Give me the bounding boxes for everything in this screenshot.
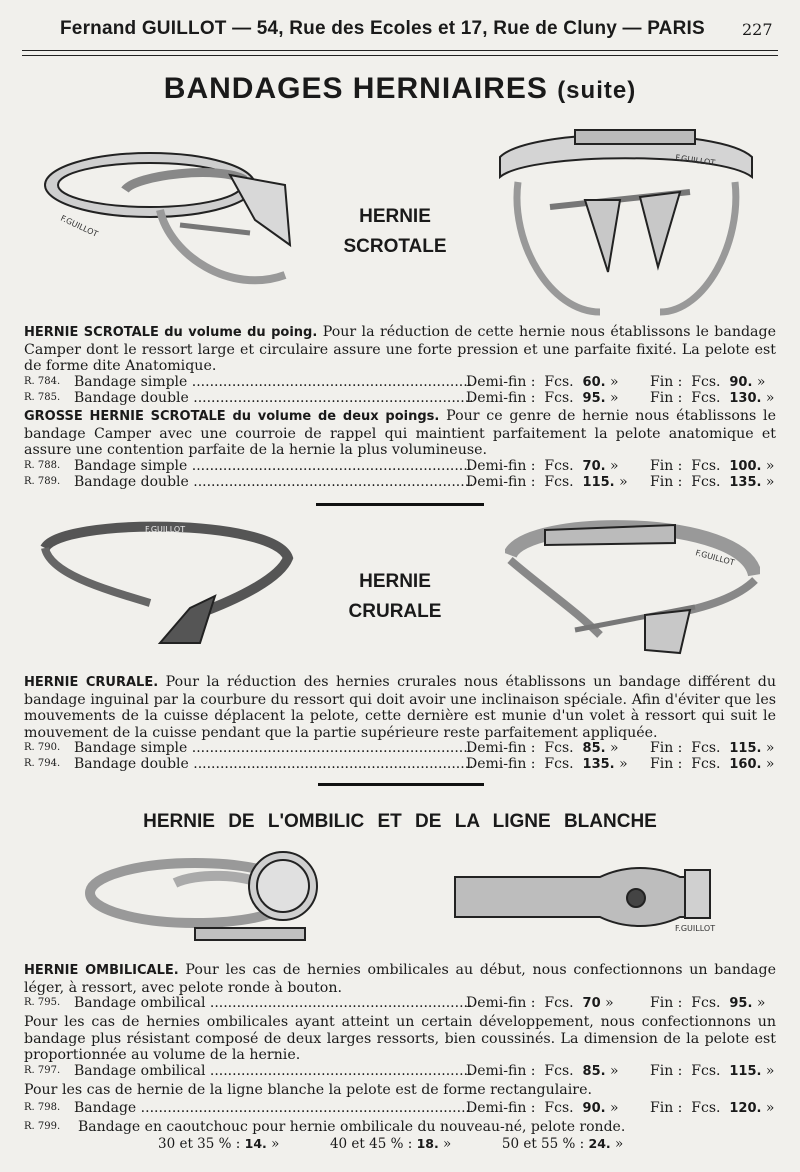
para-text: Pour les cas de hernie de la ligne blanche la pelote est de forme rectangulaire. bbox=[24, 1082, 592, 1098]
price-value: 85. bbox=[582, 741, 606, 756]
price-row bbox=[24, 458, 780, 475]
para-text: Pour la réduction des hernies crurales nous établissons un bandage différent du bandage inguinal par la courbure du ressort qui doit avoir une inclinaison spéciale. Afin d'éviter que les mouvements de la cuisse déplacent la pelote, cette dernière est munie d'un volet à ressort qui suit le mouvement de la cuisse pendant que la partie supérieure reste parfaitement appliquée. bbox=[24, 674, 776, 741]
price-value: 95. bbox=[582, 391, 606, 406]
linea-alba-truss-illustration bbox=[450, 865, 730, 935]
demi-label: Demi-fin : bbox=[466, 756, 536, 772]
demi-label: Demi-fin : bbox=[466, 474, 536, 490]
price-value: 135. bbox=[582, 757, 615, 772]
currency: Fcs. bbox=[691, 458, 721, 474]
fin-label: Fin : bbox=[650, 458, 683, 474]
fin-price bbox=[650, 740, 775, 756]
ref-number: R. 785. bbox=[24, 392, 61, 403]
price-suffix: » bbox=[610, 374, 619, 390]
item-name: Bandage ombilical ..... bbox=[74, 995, 472, 1011]
size-option: 40 et 45 % : 18. » bbox=[329, 1136, 452, 1152]
currency: Fcs. bbox=[544, 995, 574, 1011]
section-separator bbox=[318, 783, 484, 786]
price-row bbox=[24, 756, 780, 773]
price-row bbox=[24, 1100, 780, 1117]
currency: Fcs. bbox=[544, 756, 574, 772]
currency: Fcs. bbox=[544, 458, 574, 474]
price-suffix: » bbox=[271, 1136, 280, 1152]
price-value: 130. bbox=[729, 391, 762, 406]
price-row-caoutchouc bbox=[24, 1119, 780, 1136]
currency: Fcs. bbox=[691, 740, 721, 756]
price-value: 115. bbox=[729, 1064, 762, 1079]
umbilical-truss-illustration bbox=[85, 848, 325, 948]
currency: Fcs. bbox=[691, 995, 721, 1011]
currency: Fcs. bbox=[691, 756, 721, 772]
price-suffix: » bbox=[610, 740, 619, 756]
price-row bbox=[24, 1063, 780, 1080]
size-price-list bbox=[158, 1136, 623, 1152]
price-suffix: » bbox=[619, 756, 628, 772]
price-value: 70. bbox=[582, 459, 606, 474]
ref-number: R. 784. bbox=[24, 376, 61, 387]
currency: Fcs. bbox=[691, 390, 721, 406]
crural-truss-illustration-left bbox=[40, 518, 295, 658]
para-bold: GROSSE HERNIE SCROTALE du volume de deux poings. bbox=[24, 409, 440, 424]
fin-label: Fin : bbox=[650, 995, 683, 1011]
page-header bbox=[0, 14, 800, 54]
price-suffix: » bbox=[765, 1100, 775, 1116]
ref-number: R. 799. bbox=[24, 1121, 61, 1132]
price-value: 14. bbox=[244, 1136, 267, 1151]
fin-label: Fin : bbox=[650, 1100, 683, 1116]
label-line1: HERNIE bbox=[359, 206, 431, 227]
price-suffix: » bbox=[765, 390, 775, 406]
scrotal-truss-illustration-left bbox=[40, 135, 300, 305]
price-row bbox=[24, 474, 780, 491]
price-suffix: » bbox=[614, 1136, 624, 1152]
item-name: Bandage double ..... bbox=[74, 756, 472, 772]
section-separator bbox=[316, 503, 484, 506]
item-name: Bandage double ..... bbox=[74, 390, 472, 406]
header-rule bbox=[22, 50, 778, 56]
demi-fin-price bbox=[466, 474, 628, 490]
para-text: Pour les cas de hernies ombilicales ayant atteint un certain développement, nous confectionnons un bandage plus résistant composé de deux larges ressorts, bien coussinés. La dimension de la pelote est proportionnée au volume de la hernie. bbox=[24, 1014, 776, 1064]
crurale-paragraph bbox=[24, 674, 776, 741]
price-suffix: » bbox=[765, 1063, 775, 1079]
price-suffix: » bbox=[610, 1063, 619, 1079]
price-value: 18. bbox=[416, 1136, 439, 1151]
demi-fin-price bbox=[466, 1100, 619, 1116]
currency: Fcs. bbox=[691, 374, 721, 390]
scrotale-paragraph-1 bbox=[24, 324, 776, 375]
para-text: Pour les cas de hernies ombilicales au début, nous confectionnons un bandage léger, à ressort, avec pelote ronde à bouton. bbox=[24, 962, 776, 996]
section-label-scrotale bbox=[330, 202, 460, 262]
price-value: 120. bbox=[729, 1101, 762, 1116]
currency: Fcs. bbox=[544, 1063, 574, 1079]
price-row bbox=[24, 374, 780, 391]
double-scrotal-truss-illustration bbox=[490, 122, 760, 322]
price-value: 160. bbox=[729, 757, 762, 772]
demi-fin-price bbox=[466, 1063, 619, 1079]
ref-number: R. 794. bbox=[24, 758, 61, 769]
ref-number: R. 795. bbox=[24, 997, 61, 1008]
price-row bbox=[24, 390, 780, 407]
currency: Fcs. bbox=[544, 374, 574, 390]
illustration-brand: F.GUILLOT bbox=[674, 153, 716, 168]
price-row bbox=[24, 740, 780, 757]
price-suffix: » bbox=[610, 458, 619, 474]
section-heading-ombilic: HERNIE DE L'OMBILIC ET DE LA LIGNE BLANCHE bbox=[143, 811, 657, 832]
demi-fin-price bbox=[466, 756, 628, 772]
size-range: 30 et 35 % bbox=[158, 1136, 232, 1152]
demi-label: Demi-fin : bbox=[466, 740, 536, 756]
para-bold: HERNIE SCROTALE du volume du poing. bbox=[24, 325, 318, 340]
currency: Fcs. bbox=[691, 474, 721, 490]
demi-label: Demi-fin : bbox=[466, 374, 536, 390]
fin-label: Fin : bbox=[650, 1063, 683, 1079]
item-description: Bandage en caoutchouc pour hernie ombilicale du nouveau-né, pelote ronde. bbox=[78, 1119, 626, 1135]
price-value: 60. bbox=[582, 375, 606, 390]
currency: Fcs. bbox=[544, 1100, 574, 1116]
main-title bbox=[0, 72, 800, 106]
fin-price bbox=[650, 995, 765, 1011]
demi-label: Demi-fin : bbox=[466, 1063, 536, 1079]
price-suffix: » bbox=[605, 995, 614, 1011]
ombilic-paragraph-2 bbox=[24, 1014, 776, 1064]
ref-number: R. 798. bbox=[24, 1102, 61, 1113]
price-value: 70 bbox=[582, 996, 601, 1011]
para-bold: HERNIE CRURALE. bbox=[24, 675, 159, 690]
fin-label: Fin : bbox=[650, 474, 683, 490]
price-suffix: » bbox=[756, 995, 766, 1011]
price-suffix: » bbox=[756, 374, 766, 390]
price-value: 85. bbox=[582, 1064, 606, 1079]
size-range: 40 et 45 % bbox=[329, 1136, 404, 1152]
size-option: 30 et 35 % : 14. » bbox=[158, 1136, 280, 1152]
fin-price bbox=[650, 458, 775, 474]
item-name: Bandage simple ..... bbox=[74, 458, 472, 474]
item-name: Bandage ..... bbox=[74, 1100, 472, 1116]
size-option: 50 et 55 % : 24. » bbox=[501, 1136, 624, 1152]
fin-label: Fin : bbox=[650, 390, 683, 406]
size-range: 50 et 55 % bbox=[501, 1136, 576, 1152]
price-suffix: » bbox=[443, 1136, 452, 1152]
main-title-text: BANDAGES HERNIAIRES bbox=[163, 72, 548, 105]
para-text: Pour ce genre de hernie nous établissons le bandage Camper avec une courroie de rappel qui maintient parfaitement la pelote anatomique et assure une contention parfaite de la hernie la plus volumineuse. bbox=[24, 408, 776, 459]
illustration-brand: F.GUILLOT bbox=[59, 213, 100, 239]
fin-price bbox=[650, 756, 775, 772]
section-label-crurale bbox=[330, 567, 460, 627]
price-row bbox=[24, 995, 780, 1012]
currency: Fcs. bbox=[544, 740, 574, 756]
page-number: 227 bbox=[742, 20, 773, 39]
ombilic-paragraph-3 bbox=[24, 1082, 776, 1099]
demi-fin-price bbox=[466, 995, 614, 1011]
demi-fin-price bbox=[466, 390, 619, 406]
demi-label: Demi-fin : bbox=[466, 1100, 536, 1116]
currency: Fcs. bbox=[691, 1100, 721, 1116]
label-line2: CRURALE bbox=[348, 601, 442, 622]
fin-price bbox=[650, 1063, 775, 1079]
price-value: 115. bbox=[582, 475, 615, 490]
para-text: Pour la réduction de cette hernie nous établissons le bandage Camper dont le ressort large et circulaire assure une forte pression et une parfaite fixité. La pelote est de forme dite Anatomique. bbox=[24, 324, 776, 375]
illustration-brand: F.GUILLOT bbox=[145, 525, 186, 534]
demi-fin-price bbox=[466, 458, 619, 474]
price-suffix: » bbox=[619, 474, 628, 490]
price-suffix: » bbox=[765, 740, 775, 756]
currency: Fcs. bbox=[544, 474, 574, 490]
price-value: 100. bbox=[729, 459, 762, 474]
fin-price bbox=[650, 374, 765, 390]
price-value: 135. bbox=[729, 475, 762, 490]
demi-label: Demi-fin : bbox=[466, 458, 536, 474]
header-title: Fernand GUILLOT — 54, Rue des Ecoles et 17, Rue de Cluny — PARIS bbox=[60, 18, 705, 39]
fin-price bbox=[650, 474, 775, 490]
ombilic-paragraph-1 bbox=[24, 962, 776, 996]
main-title-suffix: (suite) bbox=[557, 77, 637, 104]
ref-number: R. 797. bbox=[24, 1065, 61, 1076]
fin-price bbox=[650, 1100, 775, 1116]
price-value: 90. bbox=[582, 1101, 606, 1116]
price-value: 95. bbox=[729, 996, 753, 1011]
fin-price bbox=[650, 390, 775, 406]
label-line1: HERNIE bbox=[359, 571, 431, 592]
item-name: Bandage ombilical ..... bbox=[74, 1063, 472, 1079]
item-name: Bandage double ..... bbox=[74, 474, 472, 490]
currency: Fcs. bbox=[691, 1063, 721, 1079]
price-suffix: » bbox=[765, 756, 775, 772]
demi-label: Demi-fin : bbox=[466, 995, 536, 1011]
demi-label: Demi-fin : bbox=[466, 390, 536, 406]
price-suffix: » bbox=[765, 458, 775, 474]
fin-label: Fin : bbox=[650, 740, 683, 756]
currency: Fcs. bbox=[544, 390, 574, 406]
scrotale-paragraph-2 bbox=[24, 408, 776, 459]
price-suffix: » bbox=[610, 390, 619, 406]
fin-label: Fin : bbox=[650, 374, 683, 390]
demi-fin-price bbox=[466, 740, 619, 756]
illustration-brand: F.GUILLOT bbox=[675, 924, 716, 933]
demi-fin-price bbox=[466, 374, 619, 390]
crural-truss-illustration-right bbox=[505, 515, 760, 660]
price-value: 115. bbox=[729, 741, 762, 756]
label-line2: SCROTALE bbox=[343, 236, 447, 257]
illustration-brand: F.GUILLOT bbox=[694, 548, 736, 568]
ref-number: R. 789. bbox=[24, 476, 61, 487]
fin-label: Fin : bbox=[650, 756, 683, 772]
price-suffix: » bbox=[765, 474, 775, 490]
item-name: Bandage simple ..... bbox=[74, 374, 472, 390]
price-value: 24. bbox=[588, 1136, 611, 1151]
price-value: 90. bbox=[729, 375, 753, 390]
ref-number: R. 790. bbox=[24, 742, 61, 753]
para-bold: HERNIE OMBILICALE. bbox=[24, 963, 179, 978]
ref-number: R. 788. bbox=[24, 460, 61, 471]
item-name: Bandage simple ..... bbox=[74, 740, 472, 756]
price-suffix: » bbox=[610, 1100, 619, 1116]
